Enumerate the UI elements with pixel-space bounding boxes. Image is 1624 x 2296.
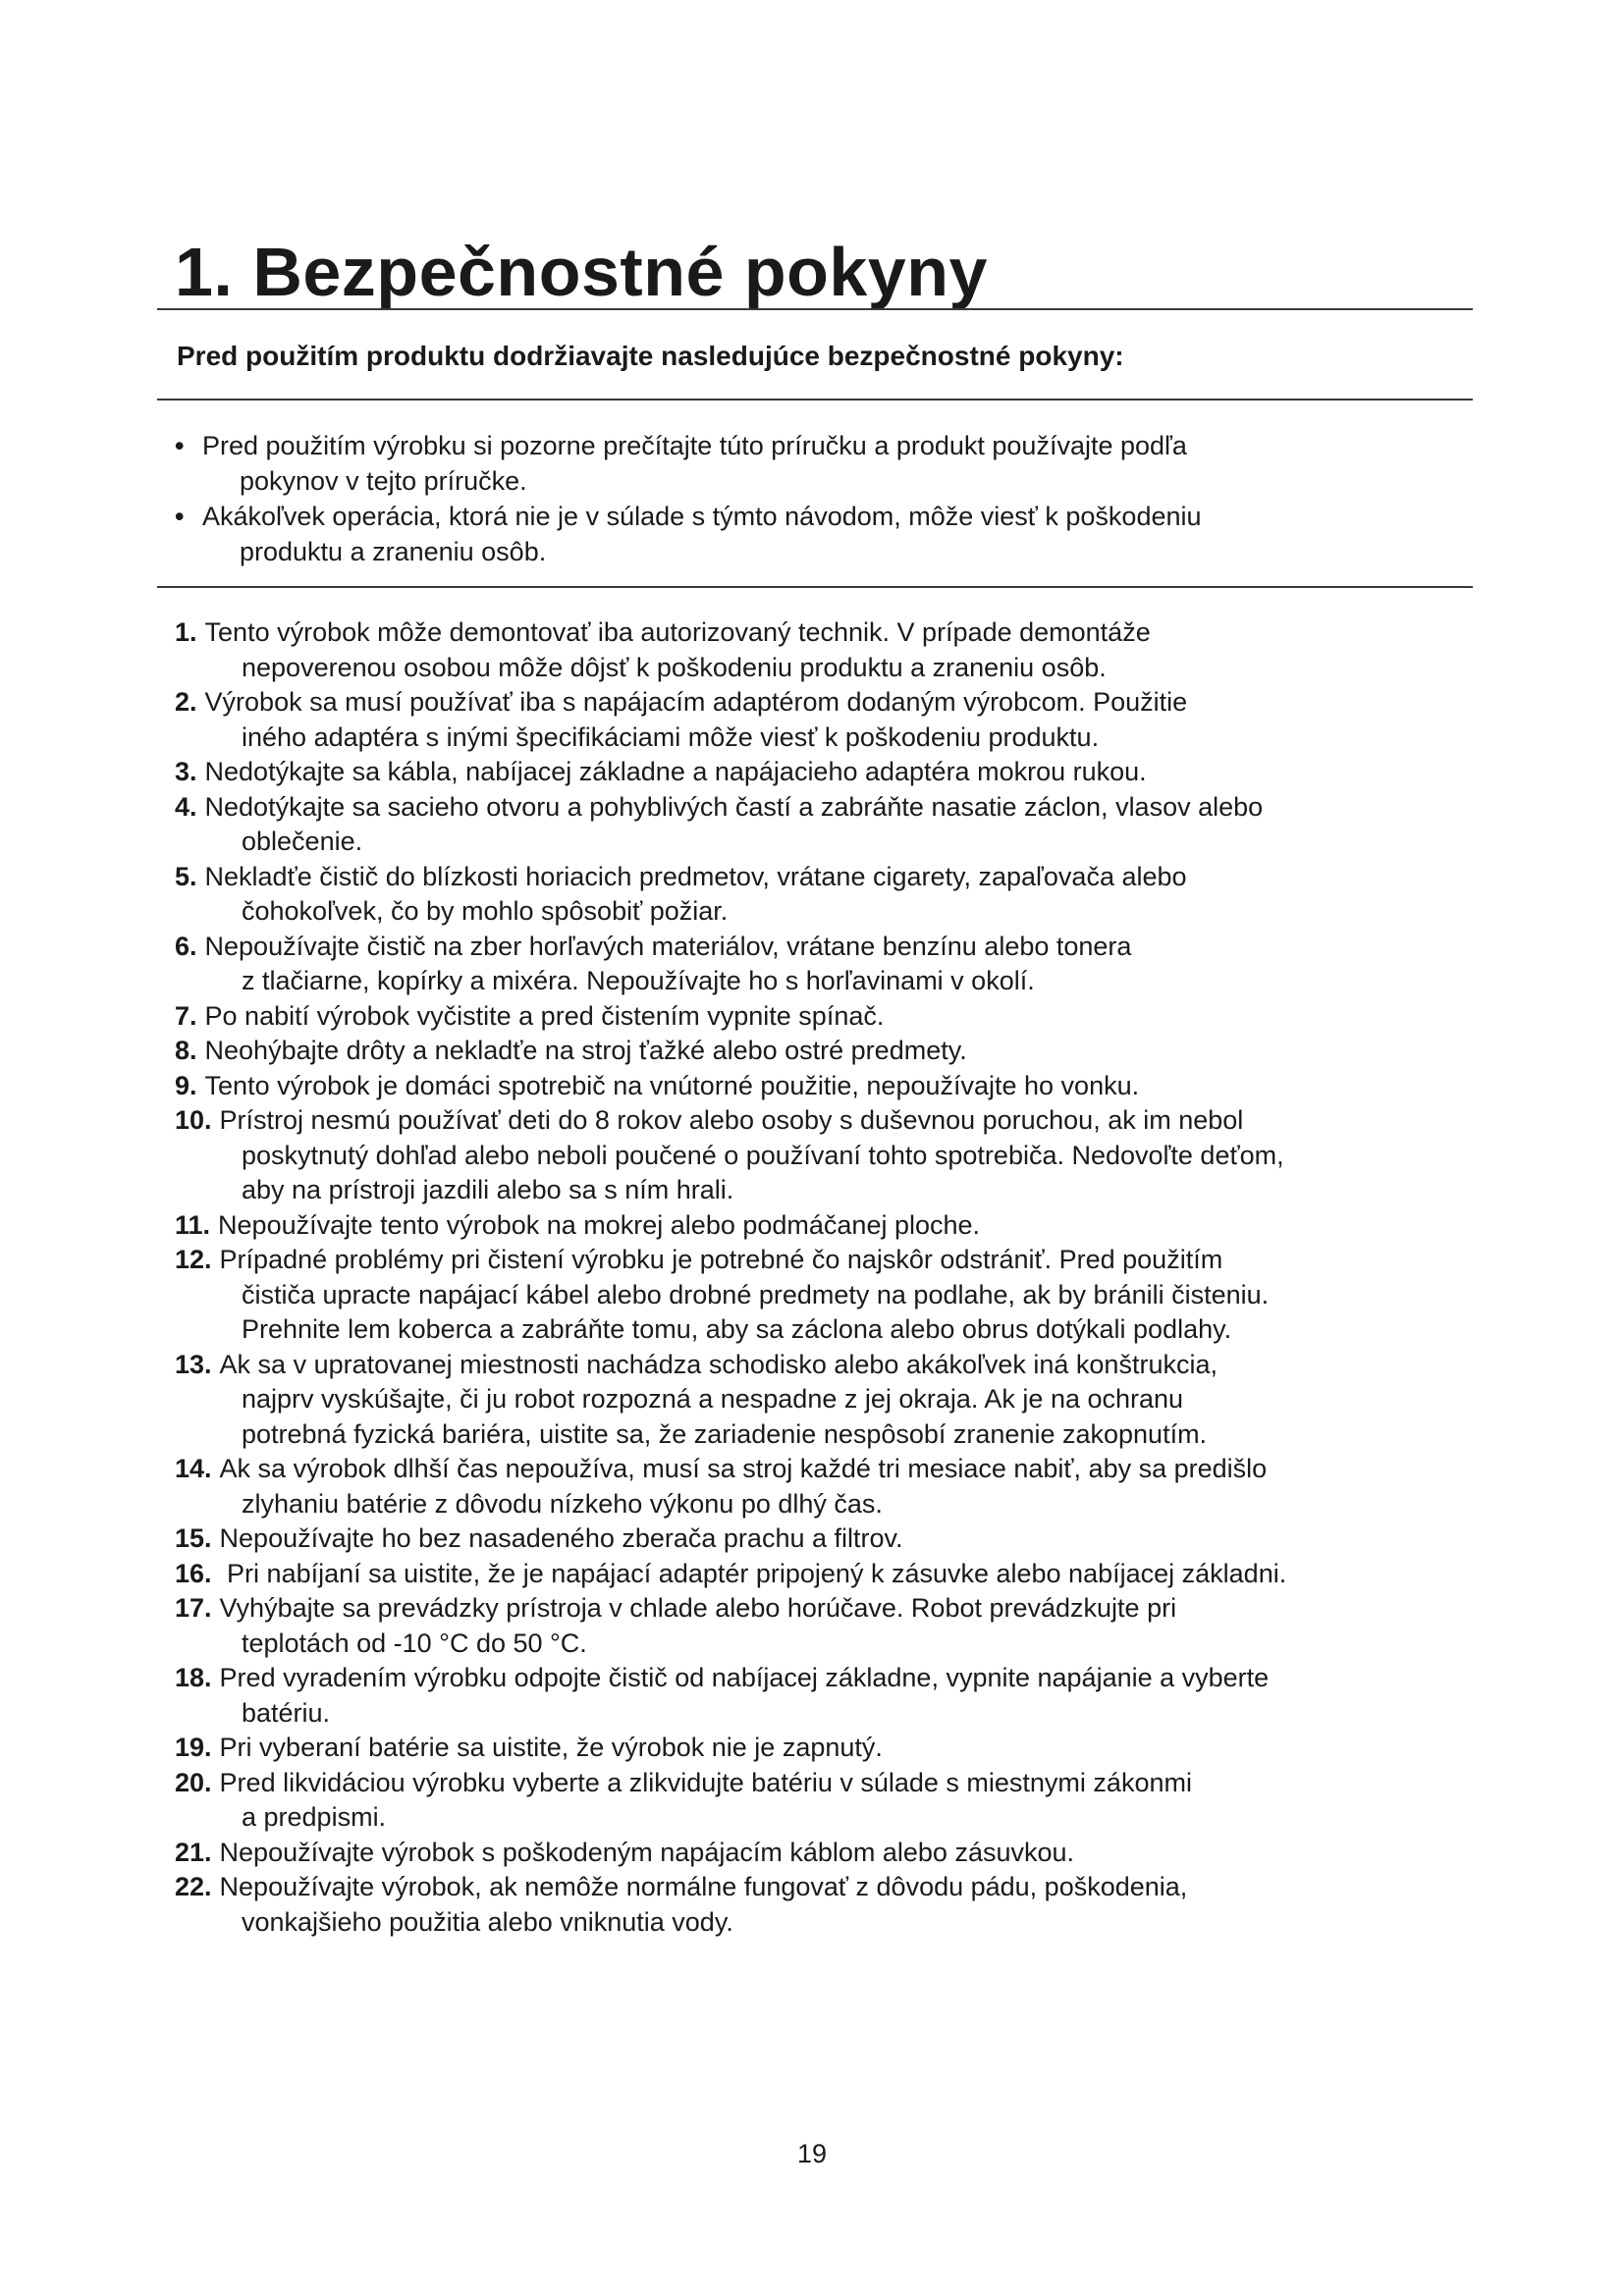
item-number: 13. <box>175 1349 212 1379</box>
item-text-line: Pred vyradením výrobku odpojte čistič od nabíjacej základne, vypnite napájanie a vyberte <box>219 1663 1270 1692</box>
item-number: 21. <box>175 1837 212 1867</box>
item-number: 4. <box>175 791 197 822</box>
item-text-line: vonkajšieho použitia alebo vniknutia vody. <box>242 1906 733 1937</box>
item-text-line: zlyhaniu batérie z dôvodu nízkeho výkonu po dlhý čas. <box>242 1488 883 1519</box>
item-text-line: a predpismi. <box>242 1802 387 1832</box>
item-text-line: Vyhýbajte sa prevádzky prístroja v chlade alebo horúčave. Robot prevádzkujte pri <box>219 1593 1177 1623</box>
bullet-dot-icon: • <box>175 431 185 460</box>
bullet-text-line2: pokynov v tejto príručke. <box>240 466 527 496</box>
bullet-text-line1: Pred použitím výrobku si pozorne prečítajte túto príručku a produkt používajte podľa <box>202 431 1187 460</box>
item-text-line: Nepoužívajte čistič na zber horľavých materiálov, vrátane benzínu alebo tonera <box>204 931 1132 961</box>
list-item <box>175 1034 1471 1069</box>
item-text-line: Výrobok sa musí používať iba s napájacím adaptérom dodaným výrobcom. Použitie <box>204 687 1188 717</box>
item-text-line: Nekladťe čistič do blízkosti horiacich predmetov, vrátane cigarety, zapaľovača alebo <box>204 861 1187 891</box>
title-underline <box>157 308 1473 310</box>
bullet-dot-icon: • <box>175 502 185 531</box>
item-text-line: oblečenie. <box>242 827 363 856</box>
item-number: 12. <box>175 1245 212 1274</box>
item-text-line: Nepoužívajte ho bez nasadeného zberača prachu a filtrov. <box>219 1523 903 1553</box>
list-item <box>175 1243 1471 1348</box>
section-subtitle: Pred použitím produktu dodržiavajte nasledujúce bezpečnostné pokyny: <box>177 341 1124 371</box>
item-text-line: Nepoužívajte tento výrobok na mokrej alebo podmáčanej ploche. <box>218 1209 981 1240</box>
item-text-line: Tento výrobok je domáci spotrebič na vnútorné použitie, nepoužívajte ho vonku. <box>204 1070 1140 1100</box>
item-text-line: batériu. <box>242 1697 331 1728</box>
item-number: 5. <box>175 861 197 891</box>
list-item <box>175 1661 1471 1731</box>
list-item <box>175 930 1471 999</box>
item-text-line: Pred likvidáciou výrobku vyberte a zlikvidujte batériu v súlade s miestnymi zákonmi <box>219 1767 1192 1797</box>
item-number: 10. <box>175 1105 212 1135</box>
item-text-line: iného adaptéra s inými špecifikáciami môže viesť k poškodeniu produktu. <box>242 721 1100 752</box>
item-number: 2. <box>175 687 197 717</box>
item-text-line: najprv vyskúšajte, či ju robot rozpozná a nespadne z jej okraja. Ak je na ochranu <box>242 1384 1184 1414</box>
bullet-text-line2: produktu a zraneniu osôb. <box>240 537 547 566</box>
item-number: 7. <box>175 1000 197 1031</box>
bullet-item <box>175 499 1461 569</box>
item-number: 18. <box>175 1663 212 1692</box>
item-number: 15. <box>175 1523 212 1553</box>
item-text-line: Nedotýkajte sa kábla, nabíjacej základne a napájacieho adaptéra mokrou rukou. <box>204 757 1147 786</box>
item-number: 22. <box>175 1872 212 1901</box>
item-number: 16. <box>175 1558 212 1588</box>
item-number: 9. <box>175 1070 197 1100</box>
list-item <box>175 685 1471 755</box>
list-item <box>175 1208 1471 1244</box>
list-item <box>175 1591 1471 1661</box>
item-text-line: Prehnite lem koberca a zabráňte tomu, aby sa záclona alebo obrus dotýkali podlahy. <box>242 1314 1232 1344</box>
item-number: 20. <box>175 1767 212 1797</box>
item-number: 1. <box>175 617 197 647</box>
list-item <box>175 1069 1471 1104</box>
list-item <box>175 1557 1471 1592</box>
item-text-line: Nepoužívajte výrobok, ak nemôže normálne fungovať z dôvodu pádu, poškodenia, <box>219 1872 1188 1901</box>
list-item <box>175 1870 1471 1940</box>
item-text-line: Nepoužívajte výrobok s poškodeným napájacím káblom alebo zásuvkou. <box>219 1837 1075 1867</box>
item-number: 3. <box>175 757 197 786</box>
page-number: 19 <box>796 2139 828 2168</box>
item-number: 8. <box>175 1036 197 1065</box>
item-text-line: Po nabití výrobok vyčistite a pred čistením vypnite spínač. <box>204 1000 885 1031</box>
item-text-line: potrebná fyzická bariéra, uistite sa, že zariadenie nespôsobí zranenie zakopnutím. <box>242 1418 1208 1449</box>
item-number: 14. <box>175 1454 212 1483</box>
safety-instructions-list <box>175 615 1471 1940</box>
section-title: 1. Bezpečnostné pokyny <box>175 234 988 310</box>
item-text-line: Pri vyberaní batérie sa uistite, že výrobok nie je zapnutý. <box>219 1733 883 1762</box>
list-item <box>175 1522 1471 1557</box>
list-item <box>175 860 1471 930</box>
item-number: 6. <box>175 931 197 961</box>
list-item <box>175 1348 1471 1453</box>
item-number: 17. <box>175 1593 212 1623</box>
item-text-line: Nedotýkajte sa sacieho otvoru a pohyblivých častí a zabráňte nasatie záclon, vlasov alebo <box>204 791 1264 822</box>
list-item <box>175 1452 1471 1522</box>
item-text-line: Pri nabíjaní sa uistite, že je napájací adaptér pripojený k zásuvke alebo nabíjacej základni. <box>219 1558 1287 1588</box>
item-text-line: Tento výrobok môže demontovať iba autorizovaný technik. V prípade demontáže <box>204 617 1151 647</box>
item-text-line: Ak sa výrobok dlhší čas nepoužíva, musí sa stroj každé tri mesiace nabiť, aby sa predišlo <box>219 1454 1268 1483</box>
item-text-line: čističa upracte napájací kábel alebo drobné predmety na podlahe, ak by bránili čisteniu. <box>242 1279 1270 1309</box>
item-text-line: z tlačiarne, kopírky a mixéra. Nepoužívajte ho s horľavinami v okolí. <box>242 966 1035 995</box>
item-text-line: nepoverenou osobou môže dôjsť k poškodeniu produktu a zraneniu osôb. <box>242 652 1107 682</box>
list-item <box>175 790 1471 860</box>
bullets-divider <box>157 586 1473 588</box>
item-number: 11. <box>175 1209 211 1240</box>
list-item <box>175 1731 1471 1766</box>
list-item <box>175 1766 1471 1836</box>
list-item <box>175 615 1471 685</box>
list-item <box>175 755 1471 790</box>
list-item <box>175 1836 1471 1871</box>
item-number: 19. <box>175 1733 212 1762</box>
bullet-text-line1: Akákoľvek operácia, ktorá nie je v súlade s týmto návodom, môže viesť k poškodeniu <box>202 502 1202 531</box>
item-text-line: Ak sa v upratovanej miestnosti nachádza schodisko alebo akákoľvek iná konštrukcia, <box>219 1349 1218 1379</box>
item-text-line: Prípadné problémy pri čistení výrobku je potrebné čo najskôr odstrániť. Pred použitím <box>219 1245 1223 1274</box>
list-item <box>175 999 1471 1035</box>
subtitle-divider <box>157 399 1473 400</box>
bullet-list <box>175 428 1461 569</box>
item-text-line: poskytnutý dohľad alebo neboli poučené o používaní tohto spotrebiča. Nedovoľte deťom, <box>242 1140 1284 1170</box>
item-text-line: aby na prístroji jazdili alebo sa s ním hrali. <box>242 1175 734 1204</box>
item-text-line: teplotách od -10 °C do 50 °C. <box>242 1628 587 1658</box>
list-item <box>175 1103 1471 1208</box>
item-text-line: Prístroj nesmú používať deti do 8 rokov alebo osoby s duševnou poruchou, ak im nebol <box>219 1105 1244 1135</box>
bullet-item <box>175 428 1461 499</box>
item-text-line: čohokoľvek, čo by mohlo spôsobiť požiar. <box>242 896 729 926</box>
item-text-line: Neohýbajte drôty a nekladťe na stroj ťažké alebo ostré predmety. <box>204 1036 967 1065</box>
